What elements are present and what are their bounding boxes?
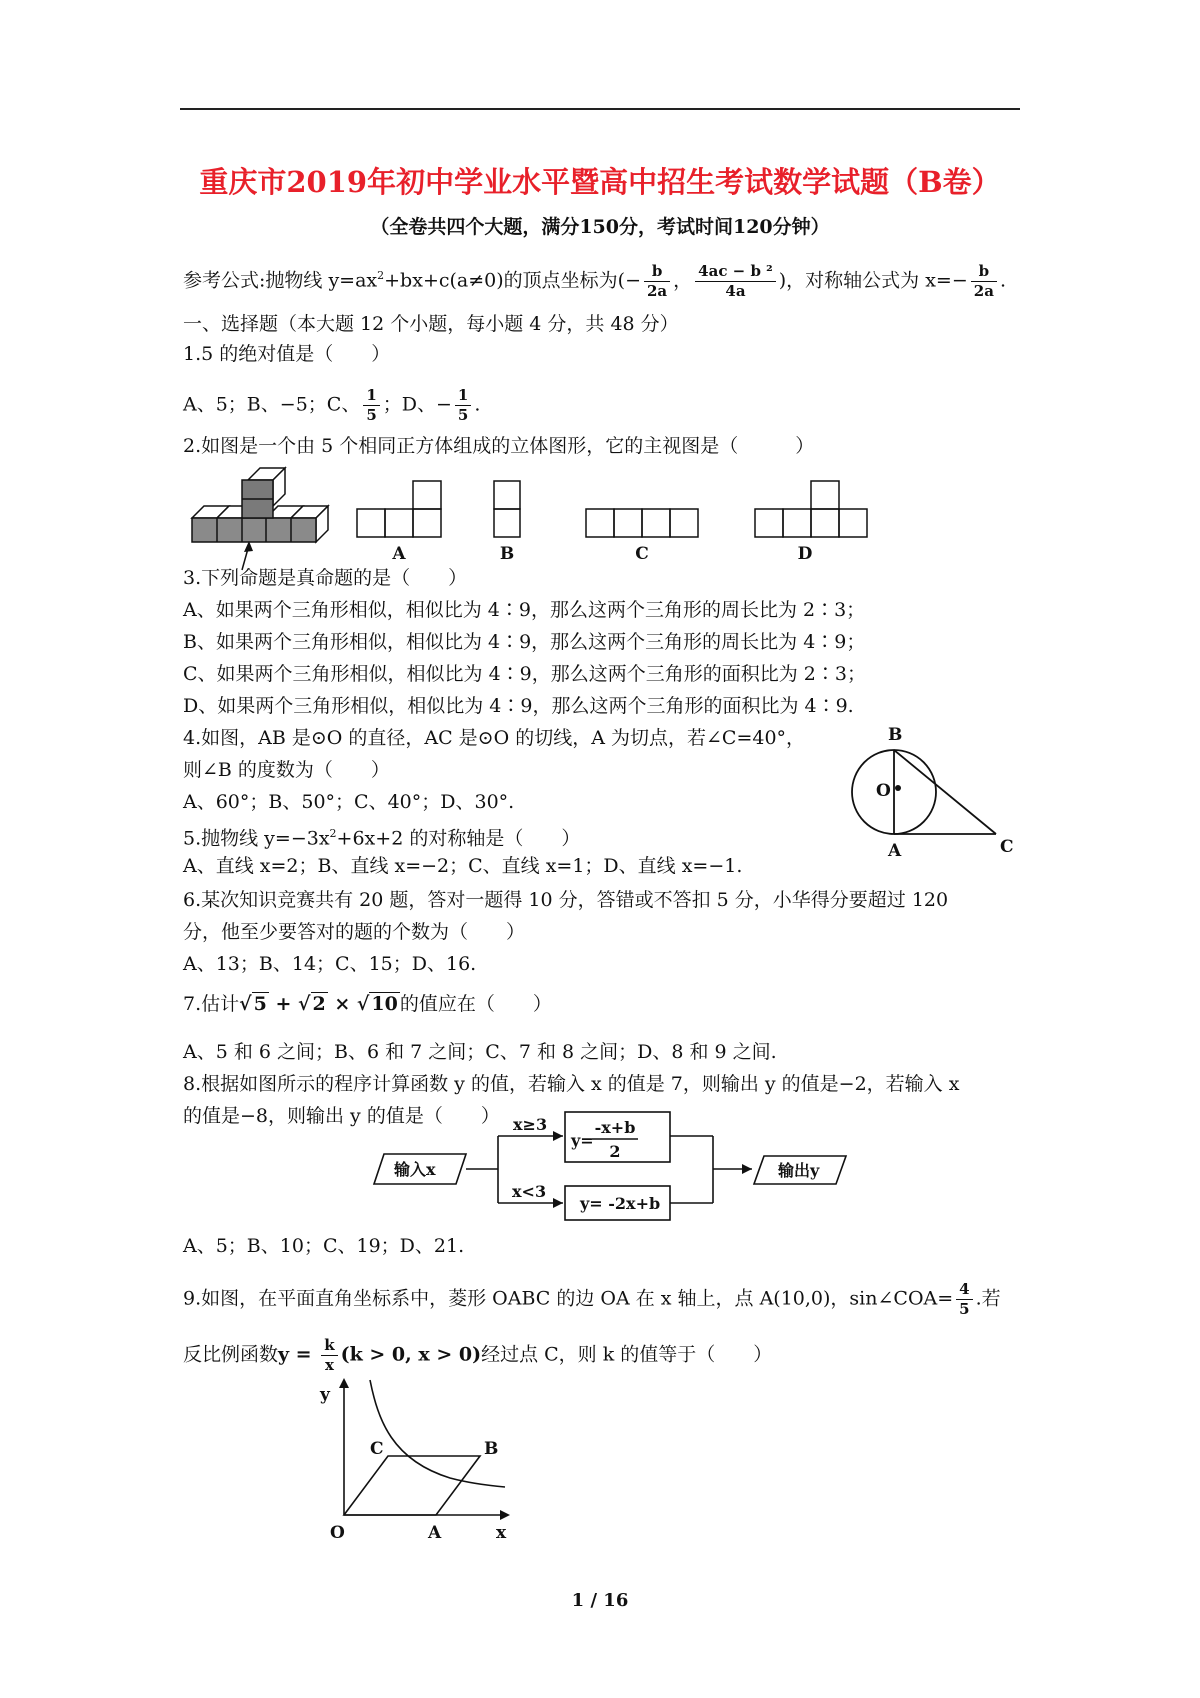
condition-ge-3: x≥3 [513,1115,548,1134]
question-3-option: B、如果两个三角形相似，相似比为 4∶9，那么这两个三角形的周长比为 4∶9； [183,631,866,653]
page-title: 重庆市2019年初中学业水平暨高中招生考试数学试题（B卷） [199,165,1001,199]
sqrt-10: √ 10 [356,993,398,1015]
sqrt-5: √ 5 [239,993,267,1015]
question-3-option: A、如果两个三角形相似，相似比为 4∶9，那么这两个三角形的周长比为 2∶3； [183,599,866,621]
option-d-label: D [797,544,813,564]
question-4-figure [820,720,1040,870]
question-8-options: A、5；B、10；C、19；D、21. [183,1235,465,1257]
question-8-flowchart [0,1100,1200,1230]
x-axis-arrow [500,1510,510,1520]
question-9-stem: 9.如图，在平面直角坐标系中，菱形 OABC 的边 OA 在 x 轴上，点 A(10,0)，sin∠COA= $\frac{4}{5}$ .若 [183,1280,1001,1318]
question-8-stem: 8.根据如图所示的程序计算函数 y 的值，若输入 x 的值是 7，则输出 y 的值是−2，若输入 x [183,1073,960,1095]
option-d-view [755,481,867,537]
fraction-axis: $\frac{b}{2a}$ [971,262,997,301]
fraction-vertex-y: $\frac{\text{4ac − b ²}}{4a}$ [695,262,776,301]
page-subtitle: （全卷共四个大题，满分150分，考试时间120分钟） [370,216,830,238]
inverse-curve [370,1380,505,1487]
input-label: 输入x [394,1160,436,1179]
label-o: O [876,781,891,801]
question-9-figure [300,1370,540,1545]
label-a: A [428,1523,442,1543]
label-b: B [484,1439,499,1459]
center-dot [895,785,901,791]
question-7-options: A、5 和 6 之间；B、6 和 7 之间；C、7 和 8 之间；D、8 和 9 之间. [183,1041,777,1063]
sqrt-2: √ 2 [298,993,326,1015]
rhombus-oabc [344,1456,480,1515]
box1-prefix: y= [571,1131,594,1150]
question-9-stem: 反比例函数y = $\frac{k}{x}$ (k > 0, x > 0)经过点 C，则 k 的值等于（ ） [183,1336,773,1374]
option-b-label: B [499,544,515,564]
fraction-b-2a: $\frac{b}{2a}$ [644,262,670,301]
box1-numerator: -x+b [594,1118,636,1137]
label-o: O [330,1523,345,1543]
question-8-stem: 的值是−8，则输出 y 的值是（ ） [183,1105,500,1127]
question-3-option: C、如果两个三角形相似，相似比为 4∶9，那么这两个三角形的面积比为 2∶3； [183,663,866,685]
cube-solid [192,468,328,542]
label-c: C [370,1439,384,1459]
option-b-view [494,481,520,537]
question-6-stem: 分，他至少要答对的题的个数为（ ） [183,921,526,943]
output-label: 输出y [778,1161,820,1180]
question-4-options: A、60°；B、50°；C、40°；D、30°. [183,791,515,813]
question-4-stem: 4.如图，AB 是⊙O 的直径，AC 是⊙O 的切线，A 为切点，若∠C=40°， [183,727,806,749]
section-heading: 一、选择题（本大题 12 个小题，每小题 4 分，共 48 分） [183,313,679,335]
question-4-stem: 则∠B 的度数为（ ） [183,759,390,781]
label-x: x [496,1523,507,1543]
question-7-stem: 7.估计√ 5 + √ 2 × √ 10 的值应在（ ） [183,993,552,1015]
reference-formula: 参考公式:抛物线 $y=ax^2+bx+c(a\ne 0)$的顶点坐标为(− $\frac{b}{2a}$ ， $\frac{\text{4ac − b ²}}{4a}$ )，对称轴公式为 x=− $\frac{b}{2a}$ . [183,262,1006,300]
label-a: A [888,841,902,861]
question-5-stem: 5.抛物线 $y=-3x^2+6x+2$ 的对称轴是（ ） [183,827,581,850]
option-a-view [357,481,441,537]
question-1-options: A、5；B、−5；C、 $\frac{1}{5}$ ；D、− $\frac{1}{5}$ . [183,386,481,424]
question-6-stem: 6.某次知识竞赛共有 20 题，答对一题得 10 分，答错或不答扣 5 分，小华得分要超过 120 [183,889,949,911]
y-axis-arrow [339,1378,349,1388]
option-c-label: C [635,544,649,564]
option-c-view [586,509,698,537]
label-c: C [1000,837,1014,857]
page-number: 1 / 16 [571,1590,629,1611]
question-3-option: D、如果两个三角形相似，相似比为 4∶9，那么这两个三角形的面积比为 4∶9. [183,695,854,717]
question-5-options: A、直线 x=2；B、直线 x=−2；C、直线 x=1；D、直线 x=−1. [183,855,743,877]
question-2-figure [0,0,1200,600]
box2-formula: y= -2x+b [580,1194,661,1213]
question-1-stem: 1.5 的绝对值是（ ） [183,343,391,365]
box1-denominator: 2 [609,1142,621,1161]
segment-bc [894,750,996,834]
question-3-stem: 3.下列命题是真命题的是（ ） [183,567,468,589]
question-2-stem: 2.如图是一个由 5 个相同正方体组成的立体图形，它的主视图是（ ） [183,435,815,457]
question-6-options: A、13；B、14；C、15；D、16. [183,953,477,975]
option-a-label: A [392,544,406,564]
condition-lt-3: x<3 [512,1182,547,1201]
label-b: B [888,725,903,745]
label-y: y [320,1385,330,1405]
